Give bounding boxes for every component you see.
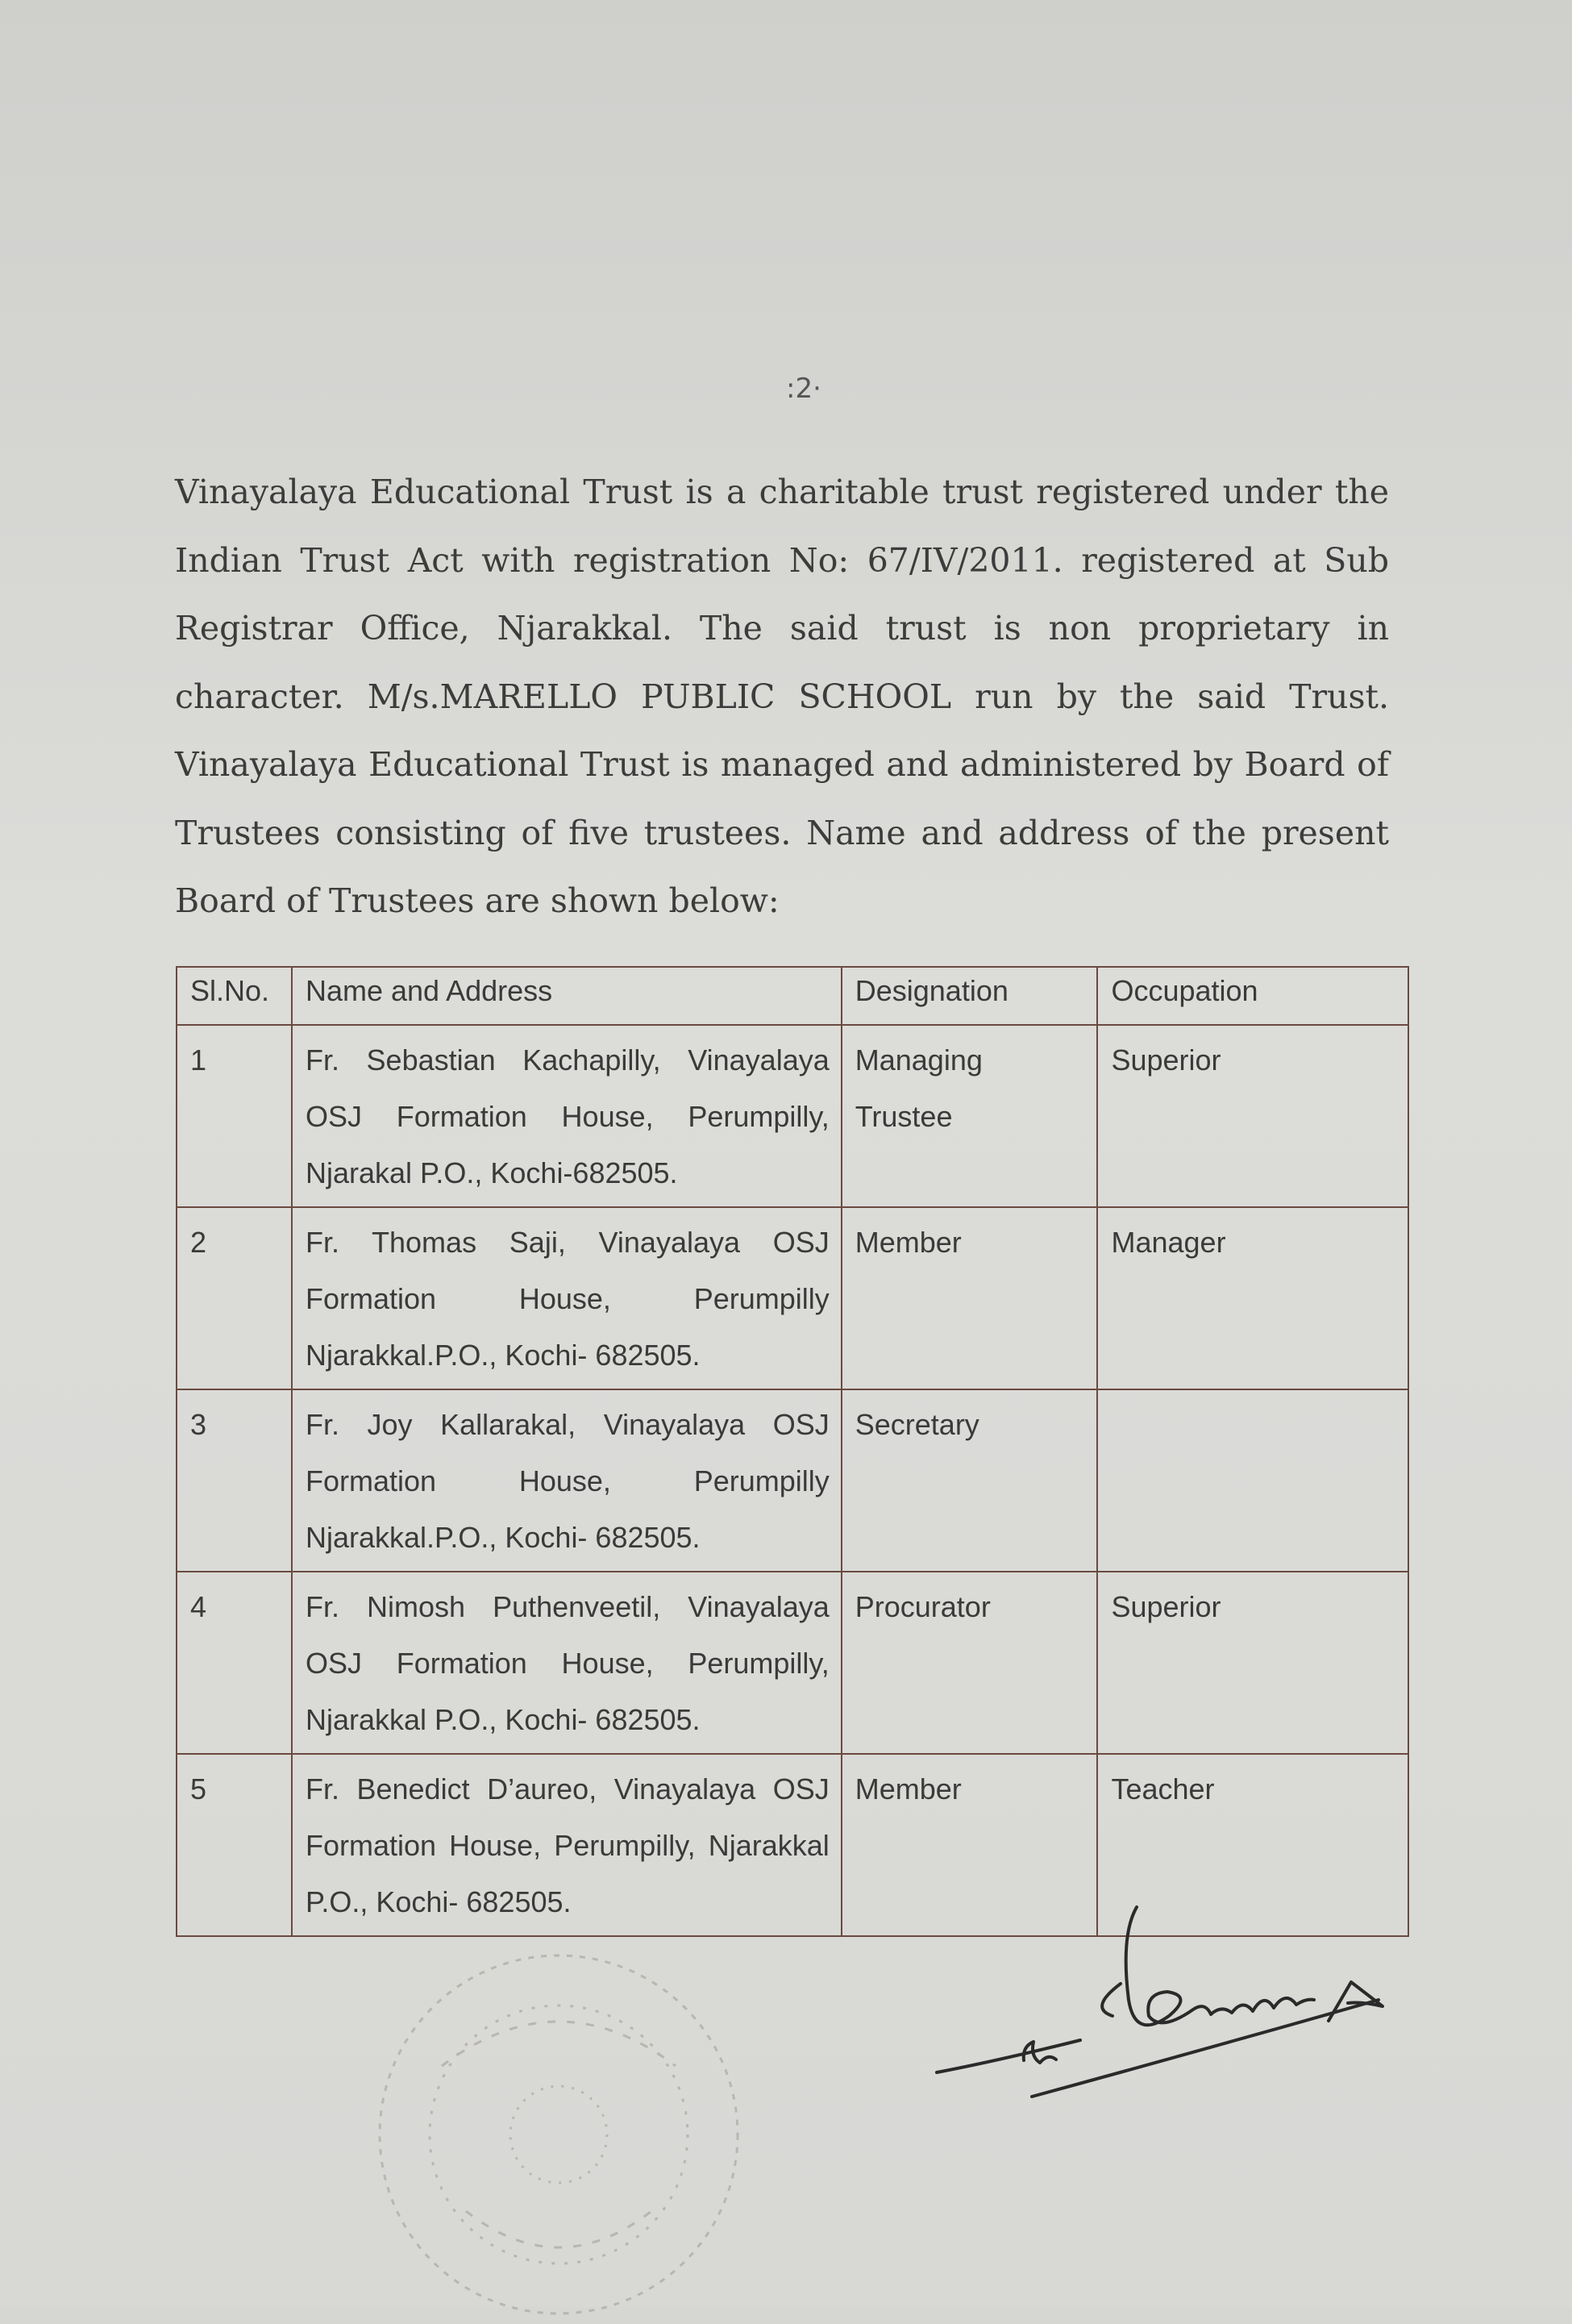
cell-sl-no: 5 (177, 1754, 292, 1936)
cell-designation: Secretary (842, 1389, 1098, 1572)
cell-name-address: Fr. Joy Kallarakal, Vinayalaya OSJ Formation House, Perumpilly Njarakkal.P.O., Kochi- 682505. (292, 1389, 842, 1572)
cell-occupation: Teacher (1097, 1754, 1408, 1936)
header-sl-no: Sl.No. (177, 967, 292, 1025)
cell-designation: Member (842, 1754, 1098, 1936)
table-row (177, 1025, 1408, 1207)
table-row (177, 1389, 1408, 1572)
cell-name-address: Fr. Thomas Saji, Vinayalaya OSJ Formation House, Perumpilly Njarakkal.P.O., Kochi- 682505. (292, 1207, 842, 1389)
cell-designation: Member (842, 1207, 1098, 1389)
cell-name-address: Fr. Nimosh Puthenveetil, Vinayalaya OSJ Formation House, Perumpilly, Njarakkal P.O., Kochi- 682505. (292, 1572, 842, 1754)
table-header-row (177, 967, 1408, 1025)
cell-occupation (1097, 1389, 1408, 1572)
header-name-address: Name and Address (292, 967, 842, 1025)
cell-name-address: Fr. Benedict D’aureo, Vinayalaya OSJ Formation House, Perumpilly, Njarakkal P.O., Kochi- 682505. (292, 1754, 842, 1936)
cell-designation: Procurator (842, 1572, 1098, 1754)
cell-occupation: Superior (1097, 1572, 1408, 1754)
header-occupation: Occupation (1097, 967, 1408, 1025)
cell-occupation: Superior (1097, 1025, 1408, 1207)
round-seal-stamp-icon (369, 1945, 748, 2324)
header-designation: Designation (842, 967, 1098, 1025)
cell-designation: Managing Trustee (842, 1025, 1098, 1207)
handwritten-signature-icon (927, 1903, 1395, 2129)
cell-sl-no: 1 (177, 1025, 292, 1207)
cell-occupation: Manager (1097, 1207, 1408, 1389)
table-row (177, 1207, 1408, 1389)
cell-sl-no: 3 (177, 1389, 292, 1572)
table-row (177, 1572, 1408, 1754)
cell-sl-no: 2 (177, 1207, 292, 1389)
cell-name-address: Fr. Sebastian Kachapilly, Vinayalaya OSJ Formation House, Perumpilly, Njarakal P.O., Kochi-682505. (292, 1025, 842, 1207)
page-number: :2· (786, 373, 821, 405)
cell-sl-no: 4 (177, 1572, 292, 1754)
intro-paragraph: Vinayalaya Educational Trust is a charitable trust registered under the Indian Trust Act with registration No: 67/IV/2011. registered at Sub Registrar Office, Njarakkal. The said trust is non proprietary in character. M/s.MARELLO PUBLIC SCHOOL run by the said Trust. Vinayalaya Educational Trust is managed and administered by Board of Trustees consisting of five trustees. Name and address of the present Board of Trustees are shown below: (175, 473, 1389, 920)
trustees-table (176, 966, 1409, 1937)
